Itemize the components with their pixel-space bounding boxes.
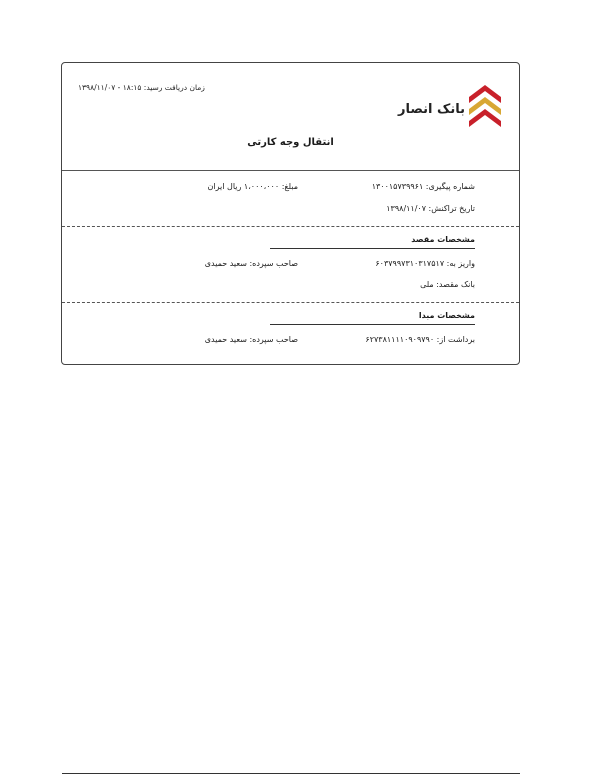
- bank-logo: [393, 83, 503, 127]
- source-heading: مشخصات مبدا: [418, 311, 475, 320]
- section-divider: [62, 302, 519, 303]
- bank-logo-text: بانک انصار: [398, 102, 465, 117]
- transaction-date: تاریخ تراکنش: ۱۳۹۸/۱۱/۰۷: [386, 204, 475, 213]
- bank-emblem-icon: [467, 83, 503, 127]
- destination-bank: بانک مقصد: ملی: [420, 280, 475, 289]
- destination-heading: مشخصات مقصد: [411, 235, 475, 244]
- tracking-number: شماره پیگیری: ۱۳۰۰۱۵۷۳۹۹۶۱: [371, 182, 475, 191]
- receipt-card: [61, 62, 520, 365]
- source-card: برداشت از: ۶۲۷۳۸۱۱۱۱۰۹۰۹۷۹۰: [365, 335, 475, 344]
- source-owner: صاحب سپرده: سعید حمیدی: [204, 335, 298, 344]
- receipt-timestamp: زمان دریافت رسید: ۱۸:۱۵ - ۱۳۹۸/۱۱/۰۷: [78, 83, 205, 92]
- section-divider: [62, 226, 519, 227]
- header-divider: [62, 170, 519, 171]
- destination-card: واریز به: ۶۰۳۷۹۹۷۳۱۰۳۱۷۵۱۷: [375, 259, 475, 268]
- receipt-title: انتقال وجه کارتی: [247, 137, 334, 148]
- page-bottom-rule: [62, 773, 520, 774]
- amount: مبلغ: ۱،۰۰۰،۰۰۰ ریال ایران: [207, 182, 298, 191]
- destination-owner: صاحب سپرده: سعید حمیدی: [204, 259, 298, 268]
- source-heading-underline: [270, 324, 475, 325]
- destination-heading-underline: [270, 248, 475, 249]
